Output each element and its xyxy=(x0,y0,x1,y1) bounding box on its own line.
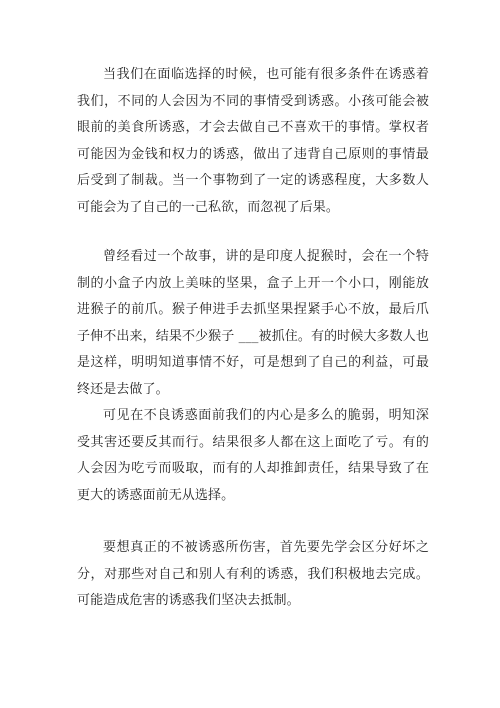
paragraph-2: 曾经看过一个故事，讲的是印度人捉猴时，会在一个特制的小盒子内放上美味的坚果，盒子上开一个小口，刚能放进猴子的前爪。猴子伸进手去抓坚果捏紧手心不放，最后爪子伸不出来，结果不少猴子 ___被抓住。有的时候大多数人也是这样，明明知道事情不好，可是想到了自己的利益，可最终还是去做了。 xyxy=(77,249,429,397)
paragraph-4: 要想真正的不被诱惑所伤害，首先要先学会区分好坏之分，对那些对自己和别人有利的诱惑，我们积极地去完成。可能造成危害的诱惑我们坚决去抵制。 xyxy=(77,540,429,608)
paragraph-3: 可见在不良诱惑面前我们的内心是多么的脆弱，明知深受其害还要反其而行。结果很多人都在这上面吃了亏。有的人会因为吃亏而吸取，而有的人却推卸责任，结果导致了在更大的诱惑面前无从选择。 xyxy=(77,408,429,503)
paragraph-1: 当我们在面临选择的时候，也可能有很多条件在诱惑着我们，不同的人会因为不同的事情受到诱惑。小孩可能会被眼前的美食所诱惑，才会去做自己不喜欢干的事情。掌权者可能因为金钱和权力的诱惑，做出了违背自己原则的事情最后受到了制裁。当一个事物到了一定的诱惑程度，大多数人可能会为了自己的一己私欲，而忽视了后果。 xyxy=(77,67,429,215)
